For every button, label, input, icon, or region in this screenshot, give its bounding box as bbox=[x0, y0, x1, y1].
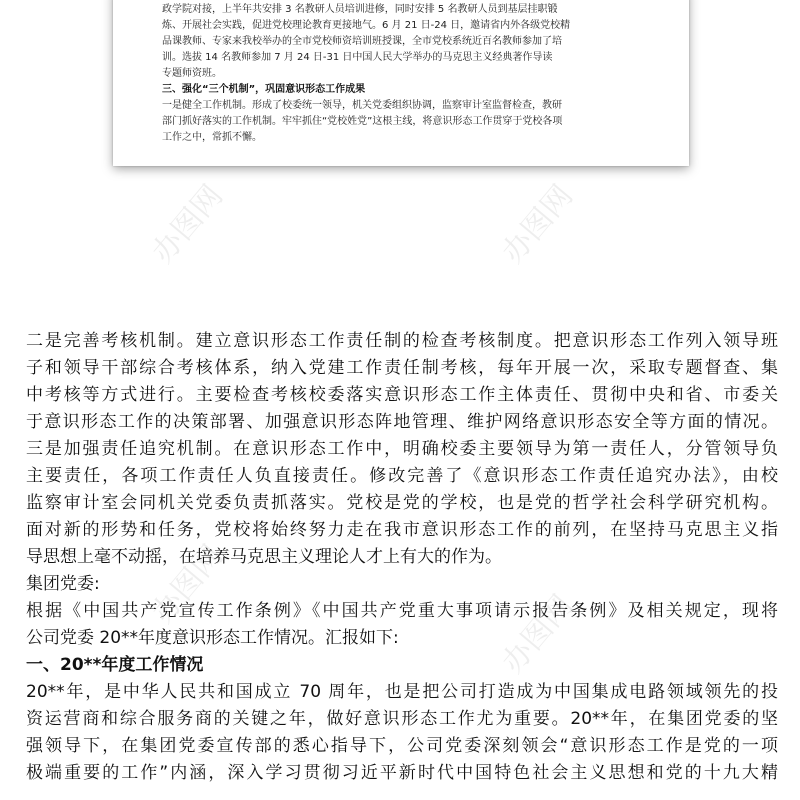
watermark: 办图网 bbox=[495, 588, 581, 680]
preview-line: 工作之中，常抓不懈。 bbox=[162, 132, 262, 143]
preview-line: 炼、开展社会实践，促进党校理论教育更接地气。6 月 21 日-24 日，邀请省内外各级党校精 bbox=[162, 20, 571, 31]
text-line: 面对新的形势和任务，党校将始终努力走在我市意识形态工作的前列，在坚持马克思主义指 bbox=[26, 520, 778, 540]
text-line: 监察审计室会同机关党委负责抓落实。党校是党的学校，也是党的哲学社会科学研究机构。 bbox=[26, 493, 778, 513]
section-heading: 一、20**年度工作情况 bbox=[26, 655, 204, 675]
watermark: 办图网 bbox=[145, 538, 231, 630]
preview-line: 政学院对接，上半年共安排 3 名教研人员培训进修，同时安排 5 名教研人员到基层挂职锻 bbox=[162, 4, 558, 15]
preview-line: 一是健全工作机制。形成了校委统一领导，机关党委组织协调，监察审计室监督检查，教研 bbox=[162, 100, 562, 111]
text-line: 公司党委 20**年度意识形态工作情况。汇报如下: bbox=[26, 628, 399, 648]
text-line: 二是完善考核机制。建立意识形态工作责任制的检查考核制度。把意识形态工作列入领导班 bbox=[26, 331, 778, 351]
preview-line: 训。选拔 14 名教师参加 7 月 24 日-31 日中国人民大学举办的马克思主义经典著作导读 bbox=[162, 52, 553, 63]
text-line: 主要责任，各项工作责任人负直接责任。修改完善了《意识形态工作责任追究办法》，由校 bbox=[26, 466, 778, 486]
document-preview-card bbox=[113, 0, 689, 166]
text-line: 20**年，是中华人民共和国成立 70 周年，也是把公司打造成为中国集成电路领域领先的投 bbox=[26, 682, 778, 702]
text-line: 中考核等方式进行。主要检查考核校委落实意识形态工作主体责任、贯彻中央和省、市委关 bbox=[26, 385, 778, 405]
main-document-text bbox=[26, 328, 778, 787]
document-preview-area bbox=[0, 0, 800, 300]
text-line: 子和领导干部综合考核体系，纳入党建工作责任制考核，每年开展一次，采取专题督查、集 bbox=[26, 358, 778, 378]
text-line: 导思想上毫不动摇，在培养马克思主义理论人才上有大的作为。 bbox=[26, 547, 502, 567]
salutation: 集团党委: bbox=[26, 574, 100, 594]
text-line: 三是加强责任追究机制。在意识形态工作中，明确校委主要领导为第一责任人，分管领导负 bbox=[26, 439, 778, 459]
text-line: 资运营商和综合服务商的关键之年，做好意识形态工作尤为重要。20**年，在集团党委的坚 bbox=[26, 709, 778, 729]
text-line: 于意识形态工作的决策部署、加强意识形态阵地管理、维护网络意识形态安全等方面的情况。 bbox=[26, 412, 778, 432]
text-line: 强领导下，在集团党委宣传部的悉心指导下，公司党委深刻领会“意识形态工作是党的一项 bbox=[26, 736, 778, 756]
preview-text bbox=[162, 0, 652, 146]
preview-line: 部门抓好落实的工作机制。牢牢抓住“党校姓党”这根主线，将意识形态工作贯穿于党校各项 bbox=[162, 116, 563, 127]
text-line: 极端重要的工作”内涵，深入学习贯彻习近平新时代中国特色社会主义思想和党的十九大精 bbox=[26, 763, 778, 783]
text-line: 根据《中国共产党宣传工作条例》《中国共产党重大事项请示报告条例》及相关规定，现将 bbox=[26, 601, 778, 621]
preview-heading: 三、强化“三个机制”，巩固意识形态工作成果 bbox=[162, 84, 366, 95]
preview-line: 品课教师、专家来我校举办的全市党校师资培训班授课，全市党校系统近百名教师参加了培 bbox=[162, 36, 562, 47]
preview-line: 专题师资班。 bbox=[162, 68, 222, 79]
